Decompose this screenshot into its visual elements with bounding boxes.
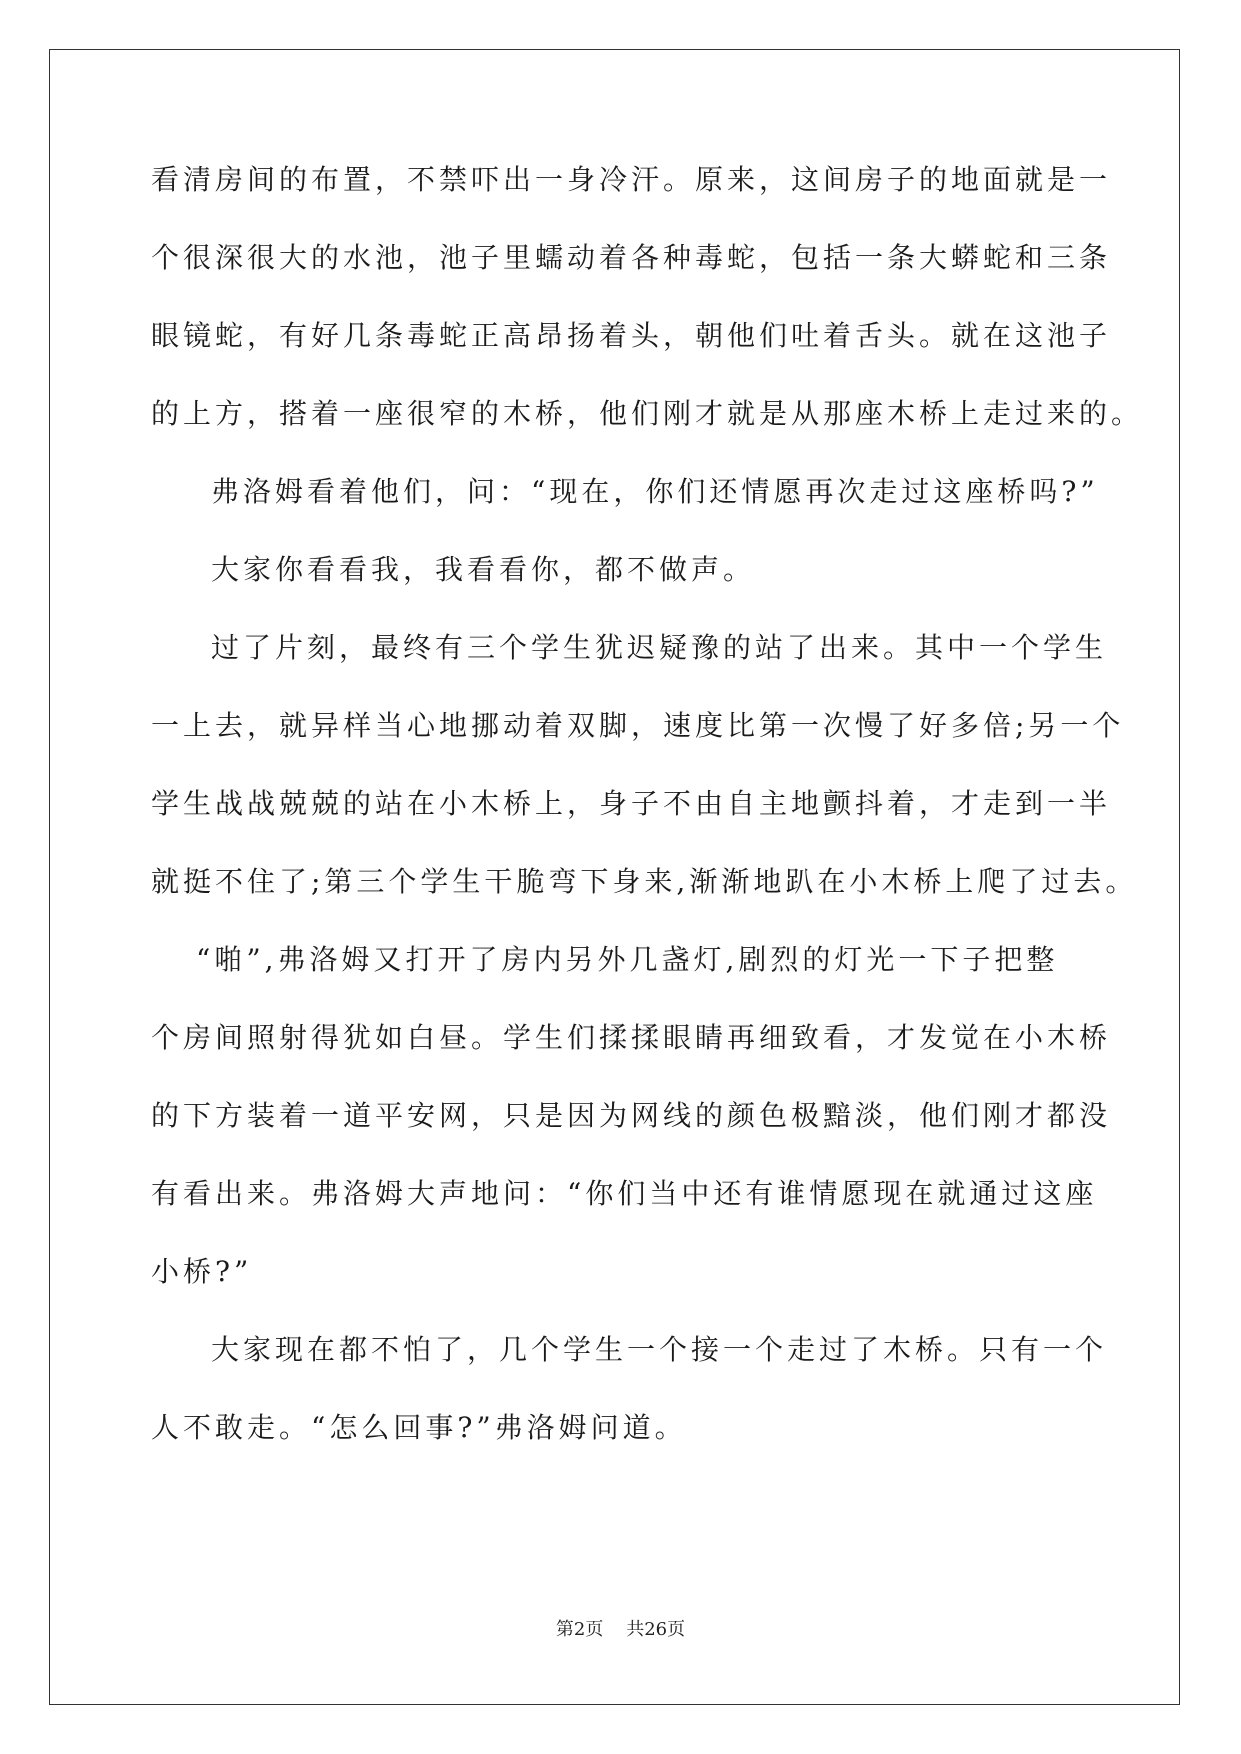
text-line: 的下方装着一道平安网，只是因为网线的颜色极黯淡，他们刚才都没 xyxy=(151,1099,1112,1132)
paragraph-start-line: 大家现在都不怕了，几个学生一个接一个走过了木桥。只有一个 xyxy=(211,1333,1108,1366)
paragraph-start-line: 过了片刻，最终有三个学生犹迟疑豫的站了出来。其中一个学生 xyxy=(211,631,1108,664)
paragraph-start-line: “啪”,弗洛姆又打开了房内另外几盏灯,剧烈的灯光一下子把整 xyxy=(196,943,1059,976)
page-number: 第2页 xyxy=(555,1619,604,1640)
paragraph-start-line: 弗洛姆看着他们，问：“现在，你们还情愿再次走过这座桥吗?” xyxy=(211,475,1099,508)
text-line: 的上方，搭着一座很窄的木桥，他们刚才就是从那座木桥上走过来的。 xyxy=(151,397,1144,430)
page-footer xyxy=(0,1615,1241,1641)
text-line: 就挺不住了;第三个学生干脆弯下身来,渐渐地趴在小木桥上爬了过去。 xyxy=(151,865,1138,898)
paragraph-start-line: 大家你看看我，我看看你，都不做声。 xyxy=(211,553,756,586)
page-total: 共26页 xyxy=(626,1619,686,1640)
text-line: 看清房间的布置，不禁吓出一身冷汗。原来，这间房子的地面就是一 xyxy=(151,163,1112,196)
text-line: 有看出来。弗洛姆大声地问：“你们当中还有谁情愿现在就通过这座 xyxy=(151,1177,1098,1210)
text-line: 人不敢走。“怎么回事?”弗洛姆问道。 xyxy=(151,1411,687,1444)
text-line: 个房间照射得犹如白昼。学生们揉揉眼睛再细致看，才发觉在小木桥 xyxy=(151,1021,1112,1054)
text-line: 学生战战兢兢的站在小木桥上，身子不由自主地颤抖着，才走到一半 xyxy=(151,787,1112,820)
text-line: 一上去，就异样当心地挪动着双脚，速度比第一次慢了好多倍;另一个 xyxy=(151,709,1125,742)
text-line: 个很深很大的水池，池子里蠕动着各种毒蛇，包括一条大蟒蛇和三条 xyxy=(151,241,1112,274)
text-line: 眼镜蛇，有好几条毒蛇正高昂扬着头，朝他们吐着舌头。就在这池子 xyxy=(151,319,1112,352)
text-line: 小桥?” xyxy=(151,1255,253,1288)
